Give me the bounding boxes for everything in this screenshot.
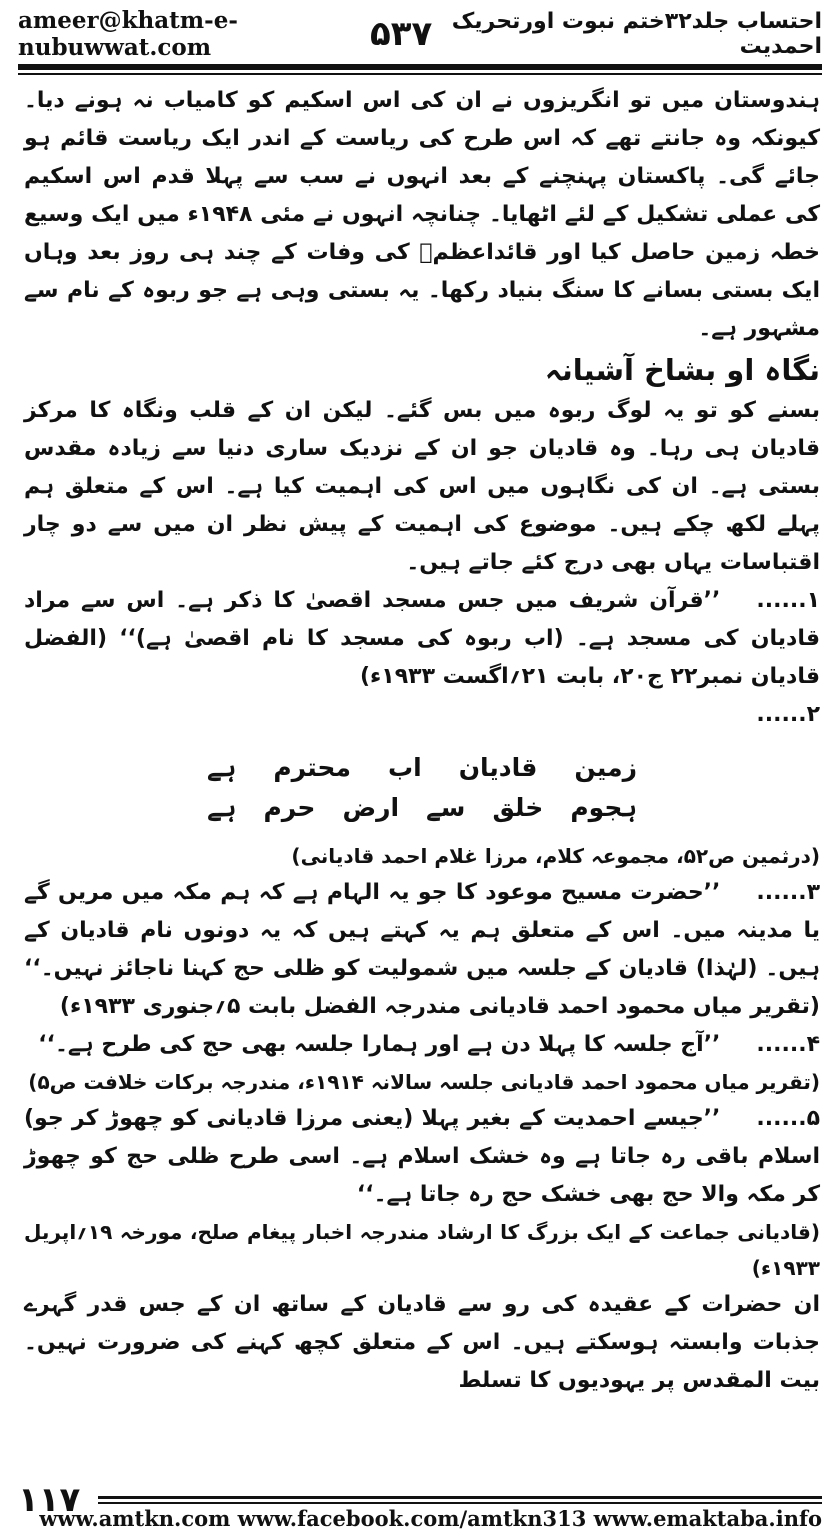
verse-word: ہے: [207, 753, 237, 782]
quote-item-3: [24, 874, 820, 1026]
quote-number-4: ۴......: [756, 1032, 820, 1057]
verse-word: ہجوم: [570, 793, 637, 822]
quote-item-4: [24, 1026, 820, 1064]
page-footer: [18, 1480, 822, 1532]
quote-text-1: ’’قرآن شریف میں جس مسجد اقصیٰ کا ذکر ہے۔ اس سے مراد قادیان کی مسجد ہے۔ (اب ربوہ کی مسجد کا نام اقصیٰ ہے)‘‘ (الفضل قادیان نمبر۲۲ ج۲۰، بابت ۲۱؍اگست ۱۹۳۳ء): [24, 588, 820, 689]
verse-word: ارض: [342, 793, 400, 822]
paragraph-2: بسنے کو تو یہ لوگ ربوہ میں بس گئے۔ لیکن ان کے قلب ونگاہ کا مرکز قادیان ہی رہا۔ وہ قادیان جو ان کے نزدیک ساری دنیا سے زیادہ مقدس بستی ہے۔ ان کی نگاہوں میں اس کی اہمیت کیا ہے۔ اس کے متعلق ہم پہلے لکھ چکے ہیں۔ موضوع کی اہمیت کے پیش نظر ان میں سے دو چار اقتباسات یہاں بھی درج کئے جاتے ہیں۔: [24, 398, 820, 575]
verse-word: سے: [426, 793, 466, 822]
header-rule: [18, 64, 822, 70]
verse-word: محترم: [273, 753, 351, 782]
footer-rule: [98, 1496, 822, 1499]
quote-item-2: [24, 696, 820, 734]
verse-word: ہے: [207, 793, 237, 822]
verse-word: حرم: [263, 793, 316, 822]
header-rule-thin: [18, 73, 822, 75]
paragraph-1: ہندوستان میں تو انگریزوں نے ان کی اس اسکیم کو کامیاب نہ ہونے دیا۔ کیونکہ وہ جانتے تھے کہ اس طرح کی ریاست کے اندر ایک ریاست قائم ہو جائے گی۔ پاکستان پہنچنے کے بعد انہوں نے سب سے پہلا قدم اس اسکیم کی عملی تشکیل کے لئے اٹھایا۔ چنانچہ انہوں نے مئی ۱۹۴۸ء میں ایک وسیع خطہ زمین حاصل کیا اور قائداعظمؒ کی وفات کے چند ہی روز بعد وہاں ایک بستی بسانے کا سنگ بنیاد رکھا۔ یہ بستی وہی ہے جو ربوہ کے نام سے مشہور ہے۔: [24, 88, 820, 341]
footer-page-number: ۱۱۷: [18, 1480, 81, 1520]
verse-line-2: [207, 788, 637, 828]
footer-rule-thin: [98, 1502, 822, 1504]
quote-number-2: ۲......: [756, 702, 820, 727]
header-left: [18, 7, 432, 61]
verse-reference: (درثمین ص۵۲، مجموعہ کلام، مرزا غلام احمد قادیانی): [291, 844, 820, 868]
page-header: [18, 8, 822, 60]
header-email[interactable]: ameer@khatm-e-nubuwwat.com: [18, 7, 238, 61]
quote-item-1: [24, 582, 820, 696]
verse-word: اب: [387, 753, 422, 782]
footer-links[interactable]: www.amtkn.com www.facebook.com/amtkn313 www.emaktaba.info: [39, 1506, 822, 1531]
quote-item-5: [24, 1100, 820, 1214]
verse-word: زمین: [574, 753, 637, 782]
verse-couplet: [207, 748, 637, 828]
quote-number-3: ۳......: [756, 880, 820, 905]
quote-reference-5: (قادیانی جماعت کے ایک بزرگ کا ارشاد مندرجہ اخبار پیغام صلح، مورخہ ۱۹؍اپریل ۱۹۳۳ء): [24, 1220, 820, 1280]
header-title: احتساب جلد۳۲ختم نبوت اورتحریک احمدیت: [451, 9, 822, 59]
quote-number-5: ۵......: [756, 1106, 820, 1131]
quote-text-3: ’’حضرت مسیح موعود کا جو یہ الہام ہے کہ ہم مکہ میں مریں گے یا مدینہ میں۔ اس کے متعلق ہم یہ کہتے ہیں کہ یہ دونوں نام قادیان کے ہیں۔ (لہٰذا) قادیان کے جلسہ میں شمولیت کو ظلی حج کہنا ناجائز نہیں۔‘‘ (تقریر میاں محمود احمد قادیانی مندرجہ الفضل بابت ۵؍جنوری ۱۹۳۳ء): [24, 880, 820, 1019]
verse-word: خلق: [492, 793, 544, 822]
quote-reference-4: (تقریر میاں محمود احمد قادیانی جلسہ سالانہ ۱۹۱۴ء، مندرجہ برکات خلافت ص۵): [28, 1070, 820, 1094]
verse-line-1: [207, 748, 637, 788]
verse-word: قادیان: [458, 753, 538, 782]
header-page-number: ۵۳۷: [369, 14, 433, 54]
paragraph-3: ان حضرات کے عقیدہ کی رو سے قادیان کے ساتھ ان کے جس قدر گہرے جذبات وابستہ ہوسکتے ہیں۔ اس کے متعلق کچھ کہنے کی ضرورت نہیں۔ بیت المقدس پر یہودیوں کا تسلط: [24, 1292, 820, 1393]
page-body: [24, 82, 820, 1476]
quote-text-5: ’’جیسے احمدیت کے بغیر پہلا (یعنی مرزا قادیانی کو چھوڑ کر جو) اسلام باقی رہ جاتا ہے وہ خشک اسلام ہے۔ اسی طرح ظلی حج کو چھوڑ کر مکہ والا حج بھی خشک حج رہ جاتا ہے۔‘‘: [24, 1106, 820, 1207]
section-heading: نگاہ او بشاخ آشیانہ: [544, 353, 820, 387]
quote-number-1: ۱......: [756, 588, 820, 613]
quote-text-4: ’’آج جلسہ کا پہلا دن ہے اور ہمارا جلسہ بھی حج کی طرح ہے۔‘‘: [38, 1032, 721, 1057]
